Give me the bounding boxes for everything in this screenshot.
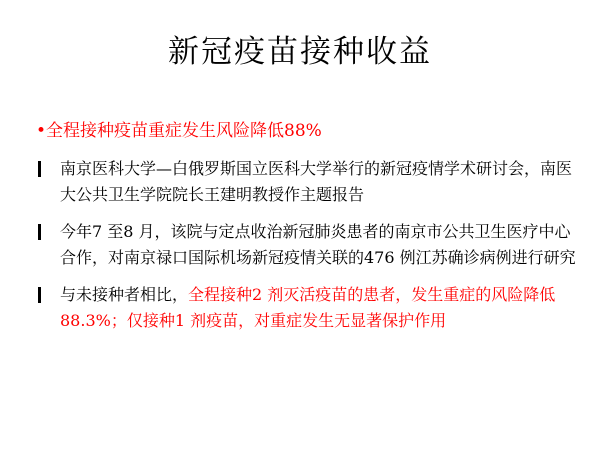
bullet-item	[36, 156, 576, 208]
slide-title: 新冠疫苗接种收益	[168, 34, 432, 70]
bullet-list	[36, 156, 576, 345]
bullet-marker-icon	[38, 224, 41, 240]
bullet-marker-icon	[38, 161, 41, 177]
bullet-marker-icon	[38, 287, 41, 303]
bullet-text: 今年7 至8 月，该院与定点收治新冠肺炎患者的南京市公共卫生医疗中心合作，对南京禄口国际机场新冠疫情关联的476 例江苏确诊病例进行研究	[60, 222, 576, 267]
bullet-text	[60, 282, 576, 334]
bullet-text: 南京医科大学—白俄罗斯国立医科大学举行的新冠疫情学术研讨会，南医大公共卫生学院院长王建明教授作主题报告	[60, 159, 573, 204]
bullet-text-intro: 与未接种者相比，	[60, 285, 189, 304]
bullet-text-emphasis: 全程接种2 剂灭活疫苗的患者，发生重症的风险降低88.3%；	[60, 285, 556, 330]
bullet-text-emphasis-cont: 仅接种1 剂疫苗，对重症发生无显著保护作用	[126, 311, 447, 330]
bullet-item	[36, 219, 576, 271]
highlight-statement: •全程接种疫苗重症发生风险降低88%	[36, 121, 322, 141]
bullet-item	[36, 282, 576, 334]
